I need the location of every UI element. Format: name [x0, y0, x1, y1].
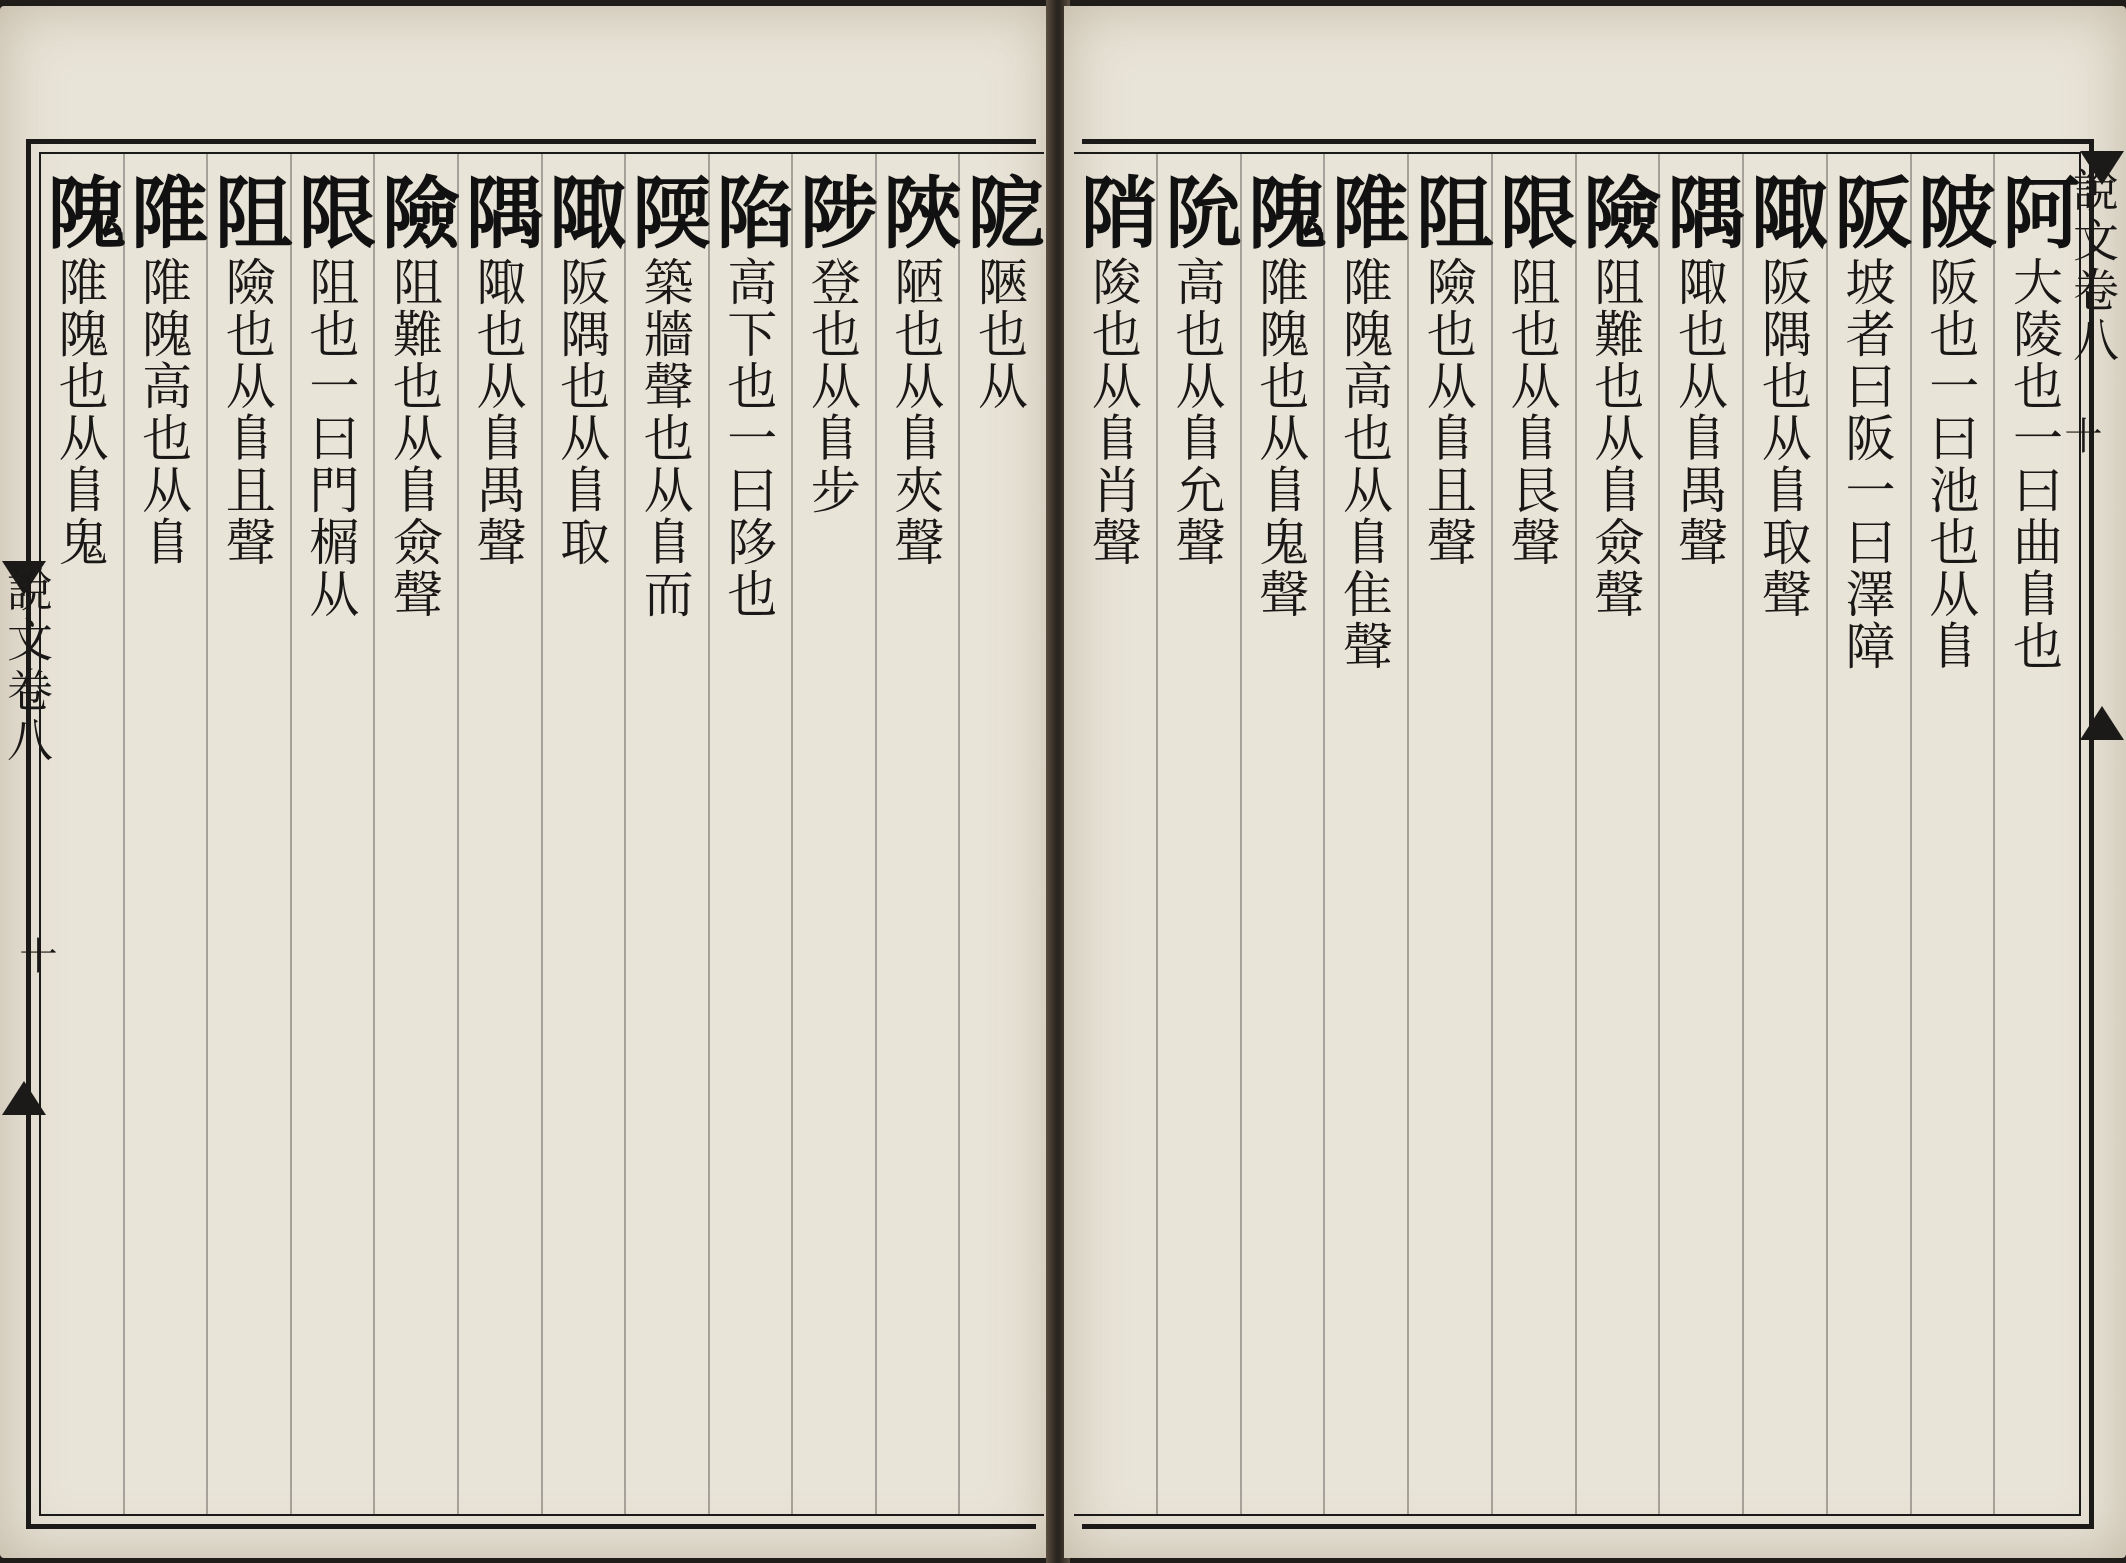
text-column [1821, 172, 1913, 1500]
column-rule [1491, 154, 1493, 1514]
left-page-frame [26, 139, 1045, 1529]
left-page-inner-frame [34, 152, 1045, 1516]
text-column [703, 172, 795, 1500]
text-column [285, 172, 377, 1500]
text-column [1402, 172, 1494, 1500]
gloss-text: 登也从𨸏步 [802, 256, 861, 516]
seal-character: 陟 [786, 172, 878, 256]
gloss-text: 陮隗也从𨸏鬼聲 [1251, 256, 1310, 620]
column-rule [1742, 154, 1744, 1514]
column-rule [541, 154, 543, 1514]
seal-character: 限 [1486, 172, 1578, 256]
text-column [452, 172, 544, 1500]
text-column [1319, 172, 1410, 1500]
seal-character: 陾 [619, 172, 711, 256]
column-rule [875, 154, 877, 1514]
text-column [536, 172, 628, 1500]
seal-character: 阪 [1821, 172, 1913, 256]
text-column [1570, 172, 1662, 1500]
seal-character: 陂 [1905, 172, 1997, 256]
seal-character: 陗 [1067, 172, 1159, 256]
column-rule [1993, 154, 1995, 1514]
column-rule [624, 154, 626, 1514]
gloss-text: 陮隗高也从𨸏 [134, 256, 193, 568]
column-rule [206, 154, 208, 1514]
text-column [201, 172, 293, 1500]
seal-character: 阭 [1151, 172, 1243, 256]
gloss-text: 險也从𨸏且聲 [1418, 256, 1477, 568]
gloss-text: 陬也从𨸏禺聲 [1670, 256, 1728, 568]
seal-character: 險 [368, 172, 460, 256]
column-rule [1910, 154, 1912, 1514]
right-page-inner-frame [1067, 152, 2081, 1516]
left-folio-number: 十 [13, 936, 57, 974]
gloss-text: 阪隅也从𨸏取 [552, 256, 611, 568]
text-column [954, 172, 1045, 1500]
text-column [1737, 172, 1829, 1500]
seal-character: 限 [285, 172, 377, 256]
seal-character: 阻 [1402, 172, 1494, 256]
column-rule [1407, 154, 1409, 1514]
column-rule [290, 154, 292, 1514]
text-column [786, 172, 878, 1500]
seal-character: 陜 [870, 172, 962, 256]
gloss-text: 阻也一曰門榍从 [301, 256, 360, 620]
seal-character: 陮 [1319, 172, 1410, 256]
gloss-text: 阻也从𨸏艮聲 [1502, 256, 1561, 568]
fish-tail-mark [2080, 706, 2124, 740]
text-column [1151, 172, 1243, 1500]
column-rule [1658, 154, 1660, 1514]
text-column [34, 172, 126, 1500]
column-rule [1323, 154, 1325, 1514]
seal-character: 阻 [201, 172, 293, 256]
column-rule [1156, 154, 1158, 1514]
text-column [1989, 172, 2080, 1500]
gloss-text: 陖也从𨸏肖聲 [1083, 256, 1142, 568]
gloss-text: 陋也从𨸏夾聲 [886, 256, 945, 568]
left-page [0, 6, 1052, 1558]
seal-character: 險 [1570, 172, 1662, 256]
gloss-text: 坡者曰阪一曰澤障 [1837, 256, 1896, 672]
text-column [870, 172, 962, 1500]
column-rule [1575, 154, 1577, 1514]
right-page [1064, 6, 2126, 1558]
gloss-text: 高下也一曰陊也 [719, 256, 778, 620]
right-margin-title: 說文卷八 [2066, 166, 2120, 366]
column-rule [958, 154, 960, 1514]
right-page-frame [1067, 139, 2094, 1529]
text-column [118, 172, 210, 1500]
seal-character: 阸 [954, 172, 1045, 256]
seal-character: 陷 [703, 172, 795, 256]
column-rule [457, 154, 459, 1514]
text-column [1654, 172, 1745, 1500]
gloss-text: 阻難也从𨸏僉聲 [1586, 256, 1645, 620]
column-rule [1240, 154, 1242, 1514]
text-column [1905, 172, 1997, 1500]
gloss-text: 陿也从 [970, 256, 1028, 412]
gloss-text: 阪也一曰池也从𨸏 [1921, 256, 1980, 672]
gloss-text: 築牆聲也从𨸏而 [635, 256, 694, 620]
seal-character: 陬 [1737, 172, 1829, 256]
seal-character: 隗 [1235, 172, 1327, 256]
left-margin-title: 說文卷八 [0, 566, 54, 766]
gloss-text: 大陵也一曰曲𨸏也 [2005, 256, 2063, 672]
gloss-text: 險也从𨸏且聲 [217, 256, 276, 568]
right-folio-number: 十 [2058, 416, 2102, 454]
gloss-text: 阪隅也从𨸏取聲 [1753, 256, 1812, 620]
column-rule [123, 154, 125, 1514]
seal-character: 陮 [118, 172, 210, 256]
text-column [1486, 172, 1578, 1500]
gloss-text: 陮隗高也从𨸏隹聲 [1335, 256, 1393, 672]
seal-character: 隗 [34, 172, 126, 256]
gloss-text: 高也从𨸏允聲 [1167, 256, 1226, 568]
seal-character: 阿 [1989, 172, 2080, 256]
seal-character: 陬 [536, 172, 628, 256]
gloss-text: 陬也从𨸏禺聲 [468, 256, 527, 568]
fish-tail-mark [2, 1081, 46, 1115]
column-rule [373, 154, 375, 1514]
column-rule [708, 154, 710, 1514]
text-column [1067, 172, 1159, 1500]
text-column [368, 172, 460, 1500]
gloss-text: 阻難也从𨸏僉聲 [384, 256, 443, 620]
gloss-text: 陮隗也从𨸏鬼 [50, 256, 109, 568]
column-rule [1826, 154, 1828, 1514]
text-column [1235, 172, 1327, 1500]
text-column [619, 172, 711, 1500]
seal-character: 隅 [1654, 172, 1745, 256]
seal-character: 隅 [452, 172, 544, 256]
column-rule [791, 154, 793, 1514]
